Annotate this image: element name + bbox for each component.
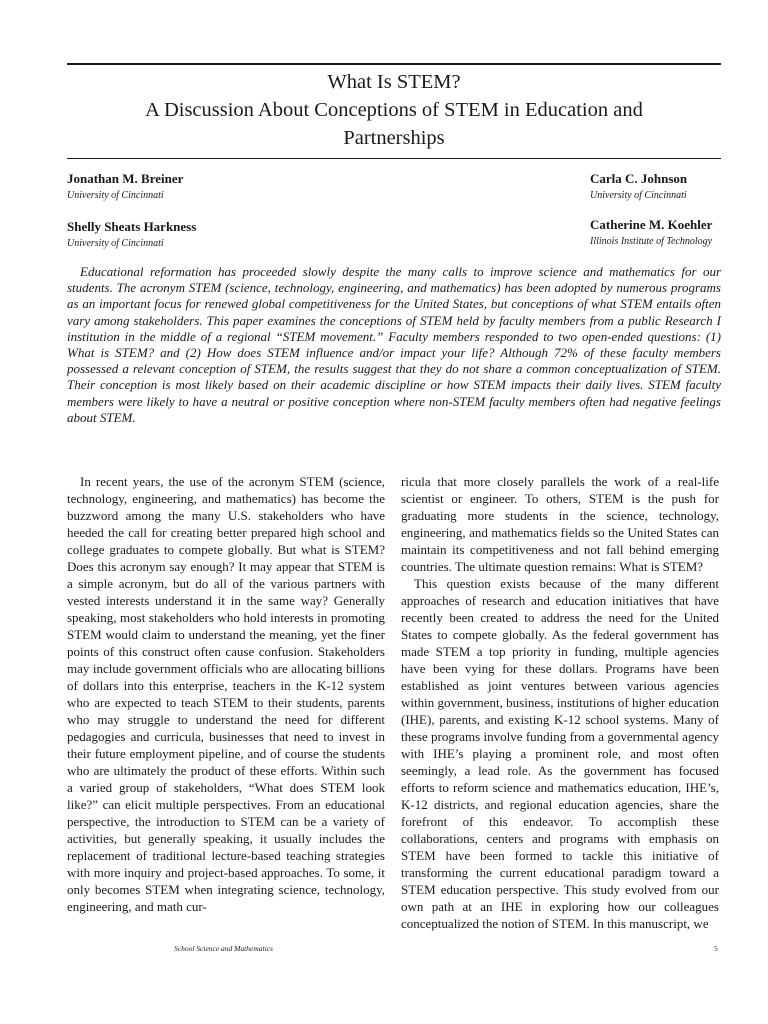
body-paragraph: In recent years, the use of the acronym STEM (science, technology, engineering, and mathematics) has become the buzzword among the many U.S. stakeholders who have heeded the call for creating better prepared high school and college graduates to compete globally. But what is STEM? Does this acronym say enough? It may appear that STEM is a simple acronym, but do all of the various partners with vested interests understand it in the same way? Generally speaking, most stakeholders who hold interests in promoting STEM would claim to understand the meaning, yet the finer points of this construct often cause confusion. Stakeholders may include government officials who are allocating billions of dollars into this enterprise, teachers in the K-12 system who are expected to teach STEM to their students, parents who may struggle to understand the need for different pedagogies and curricula, businesses that need to invest in their future employment pipeline, and of course the students who are ultimately the product of these efforts. Within such a varied group of stakeholders, “What does STEM look like?” can elicit multiple perspectives. From an educational perspective, the introduction to STEM can be a variety of activities, but generally speaking, it usually includes the replacement of traditional lecture-based teaching strategies with more inquiry and project-based approaches. To some, it only becomes STEM when integrating science, technology, engineering, and math cur-	[67, 474, 385, 914]
author-affiliation: University of Cincinnati	[590, 190, 687, 201]
title-line-1: What Is STEM?	[327, 71, 461, 93]
title-line-2: A Discussion About Conceptions of STEM in Education and	[145, 99, 643, 121]
body-paragraph-continuation: ricula that more closely parallels the work of a real-life scientist or engineer. To others, STEM is the push for graduating more students in the science, technology, engineering, and mathematics fields so the United States can maintain its competitiveness and not fall behind emerging countries. The ultimate question remains: What is STEM?	[401, 474, 719, 574]
abstract-text: Educational reformation has proceeded slowly despite the many calls to improve science and mathematics for our students. The acronym STEM (science, technology, engineering, and mathematics) has been adopted by numerous programs as an important focus for renewed global competitiveness for the United States, but conceptions of what STEM entails often vary among stakeholders. This paper examines the conceptions of STEM held by faculty members from a public Research I institution in the middle of a regional “STEM movement.” Faculty members responded to two open-ended questions: (1) What is STEM? and (2) How does STEM influence and/or impact your life? Although 72% of these faculty members possessed a relevant conception of STEM, the results suggest that they do not share a common conceptualization of STEM. Their conception is most likely based on their academic discipline or how STEM impacts their daily lives. STEM faculty members were likely to have a neutral or positive conception where non-STEM faculty members often had negative feelings about STEM.	[67, 264, 721, 425]
author-name: Carla C. Johnson	[590, 171, 688, 186]
author-affiliation: Illinois Institute of Technology	[590, 236, 713, 247]
body-column-left	[67, 473, 385, 915]
footer-page-number: 5	[714, 944, 718, 953]
article-title	[67, 68, 721, 152]
author-johnson	[590, 171, 687, 202]
body-column-right	[401, 473, 719, 932]
top-rule	[67, 63, 721, 65]
author-affiliation: University of Cincinnati	[67, 238, 164, 249]
body-paragraph: This question exists because of the many different approaches of research and education initiatives that have recently been created to address the need for the United States to compete globally. As the federal government has made STEM a top priority in funding, multiple agencies have been vying for these dollars. Programs have been established as joint ventures between various agencies within government, business, institutions of higher education (IHE), parents, and existing K-12 school systems. Many of these programs involve funding from a governmental agency with IHE’s playing a prominent role, and most often seemingly, a lead role. As the government has focused efforts to reform science and mathematics education, IHE’s, K-12 districts, and regional education agencies, share the forefront of this endeavor. To accomplish these collaborations, centers and programs with emphasis on STEM have been formed to tackle this initiative of transforming the current educational paradigm toward a STEM education perspective. This study evolved from our own path at an IHE in exploring how our colleagues conceptualized the notion of STEM. In this manuscript, we	[401, 576, 719, 931]
author-koehler	[590, 217, 712, 248]
author-breiner	[67, 171, 183, 202]
author-harkness	[67, 219, 196, 250]
abstract	[67, 264, 721, 426]
title-line-3: Partnerships	[343, 127, 445, 149]
author-name: Catherine M. Koehler	[590, 217, 713, 232]
footer-journal-name: School Science and Mathematics	[174, 944, 273, 953]
author-name: Jonathan M. Breiner	[67, 171, 184, 186]
author-name: Shelly Sheats Harkness	[67, 219, 197, 234]
author-affiliation: University of Cincinnati	[67, 190, 164, 201]
title-rule	[67, 158, 721, 159]
